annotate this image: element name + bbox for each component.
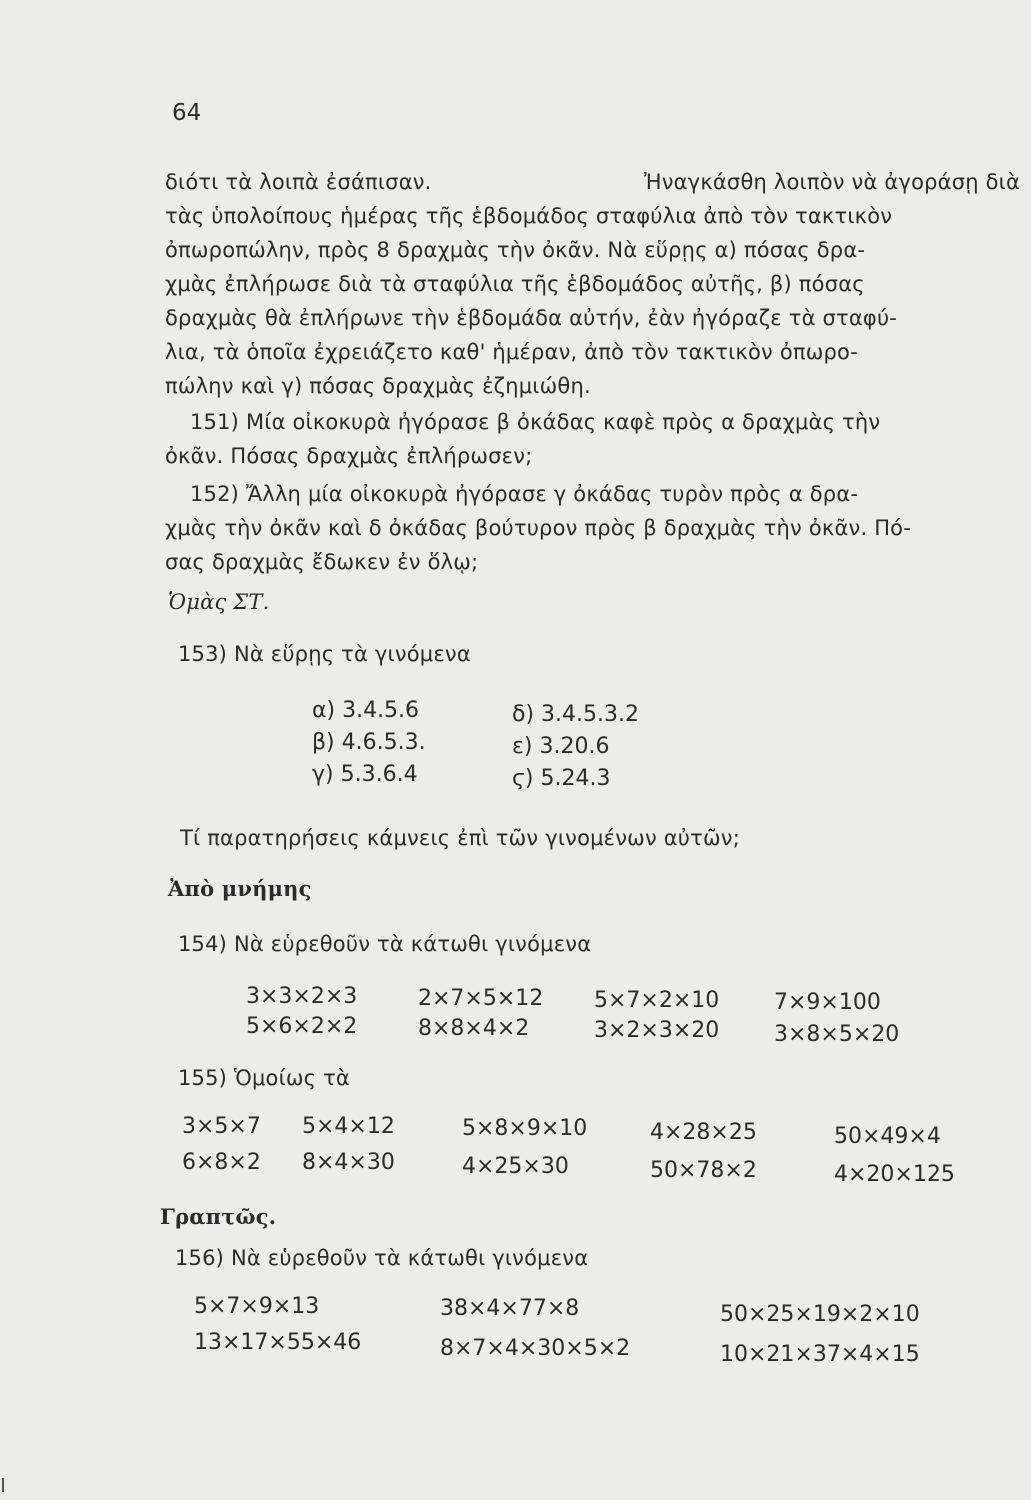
product-item: γ) 5.3.6.4 [312,762,418,787]
product-item: 38×4×77×8 [440,1296,580,1321]
exercise-152: 152) Ἄλλη μία οἰκοκυρὰ ἠγόρασε γ ὀκάδας τυρὸν πρὸς α δρα- [190,482,859,506]
page-number: 64 [172,100,202,126]
product-item: 50×49×4 [834,1124,941,1149]
exercise-153-label: 153) Νὰ εὕρῃς τὰ γινόμενα [178,642,471,666]
text-line: ὀκᾶν. Πόσας δραχμὰς ἐπλήρωσεν; [165,444,533,468]
product-item: 5×4×12 [302,1114,395,1139]
product-item: 10×21×37×4×15 [720,1342,920,1367]
product-item: 8×8×4×2 [418,1016,530,1041]
product-item: 3×5×7 [182,1114,261,1139]
text-line: χμὰς τὴν ὀκᾶν καὶ δ ὀκάδας βούτυρον πρὸς β δραχμὰς τὴν ὀκᾶν. Πό- [165,516,912,540]
product-item: 4×28×25 [650,1120,757,1145]
product-item: 8×7×4×30×5×2 [440,1336,631,1361]
product-item: 6×8×2 [182,1150,261,1175]
product-item: 50×78×2 [650,1158,757,1183]
product-item: 3×2×3×20 [594,1018,720,1043]
text-line: λια, τὰ ὁποῖα ἐχρειάζετο καθ' ἡμέραν, ἀπὸ τὸν τακτικὸν ὀπωρο- [165,340,858,364]
text-line: σας δραχμὰς ἔδωκεν ἐν ὅλῳ; [165,550,479,574]
section-heading-memory: Ἀπὸ μνήμης [168,876,312,901]
product-item: 2×7×5×12 [418,986,544,1011]
product-item: 4×20×125 [834,1162,955,1187]
product-item: ε) 3.20.6 [512,734,610,759]
observation-question: Τί παρατηρήσεις κάμνεις ἐπὶ τῶν γινομένων αὐτῶν; [180,826,740,850]
text-line: πώλην καὶ γ) πόσας δραχμὰς ἐζημιώθη. [165,374,591,398]
product-item: α) 3.4.5.6 [312,698,420,723]
exercise-156-label: 156) Νὰ εὑρεθοῦν τὰ κάτωθι γινόμενα [175,1246,589,1270]
product-item: 13×17×55×46 [194,1330,362,1355]
product-item: 3×8×5×20 [774,1022,900,1047]
text-line: ὀπωροπώλην, πρὸς 8 δραχμὰς τὴν ὀκᾶν. Νὰ εὕρῃς α) πόσας δρα- [165,238,866,262]
product-item: 5×6×2×2 [246,1014,358,1039]
section-heading-written: Γραπτῶς. [160,1204,277,1229]
product-item: 5×7×2×10 [594,988,720,1013]
text-line: δραχμὰς θὰ ἐπλήρωνε τὴν ἑβδομάδα αὐτήν, ἐὰν ἠγόραζε τὰ σταφύ- [165,306,898,330]
group-heading: Ὁμὰς ΣΤ. [168,590,270,614]
exercise-151: 151) Μία οἰκοκυρὰ ἠγόρασε β ὀκάδας καφὲ πρὸς α δραχμὰς τὴν [190,410,881,434]
product-item: 8×4×30 [302,1150,395,1175]
scan-edge-mark [2,1478,4,1492]
product-item: 50×25×19×2×10 [720,1302,920,1327]
product-item: δ) 3.4.5.3.2 [512,702,639,727]
product-item: ϛ) 5.24.3 [512,766,611,791]
text-line: διότι τὰ λοιπὰ ἐσάπισαν. Ἠναγκάσθη λοιπὸν νὰ ἀγοράσῃ διὰ [165,170,1020,194]
product-item: 4×25×30 [462,1154,569,1179]
exercise-154-label: 154) Νὰ εὑρεθοῦν τὰ κάτωθι γινόμενα [178,932,592,956]
product-item: 5×7×9×13 [194,1294,320,1319]
exercise-155-label: 155) Ὁμοίως τὰ [178,1066,350,1090]
product-item: 3×3×2×3 [246,984,358,1009]
text-line: τὰς ὑπολοίπους ἡμέρας τῆς ἑβδομάδος σταφύλια ἀπὸ τὸν τακτικὸν [165,204,893,228]
product-item: β) 4.6.5.3. [312,730,426,755]
product-item: 7×9×100 [774,990,881,1015]
text-line: χμὰς ἐπλήρωσε διὰ τὰ σταφύλια τῆς ἑβδομάδος αὐτῆς, β) πόσας [165,272,865,296]
product-item: 5×8×9×10 [462,1116,588,1141]
